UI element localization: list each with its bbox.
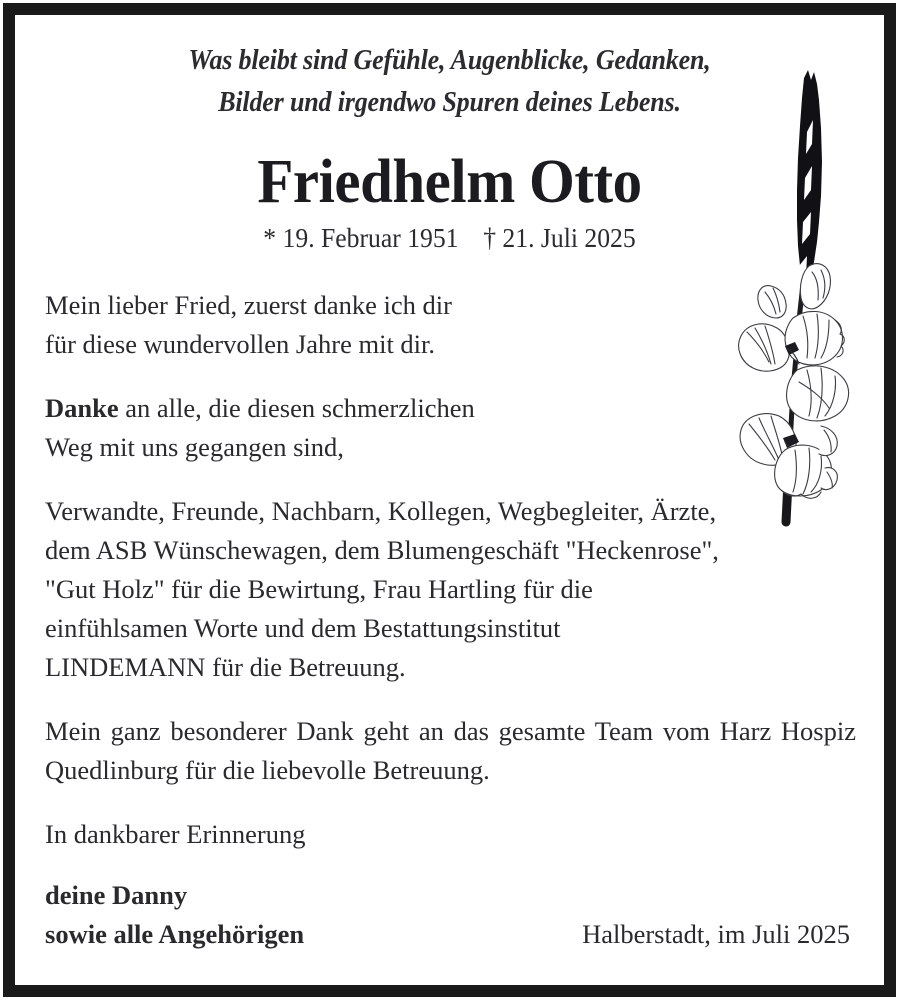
paragraph2-rest: an alle, die diesen schmerzlichen	[118, 393, 475, 423]
quote-line-1: Was bleibt sind Gefühle, Augenblicke, Gedanken,	[188, 45, 711, 76]
paragraph3-line-3: "Gut Holz" für die Bewirtung, Frau Hartling für die	[45, 574, 593, 604]
place-and-date: Halberstadt, im Juli 2025	[582, 919, 850, 949]
deceased-name: Friedhelm Otto	[257, 148, 642, 216]
death-date: † 21. Juli 2025	[483, 223, 636, 253]
signature-bottom-row	[45, 915, 856, 954]
signature-block	[45, 876, 856, 954]
paragraph2-line-1	[45, 389, 735, 428]
mourning-border-frame	[3, 3, 896, 997]
life-dates	[37, 220, 863, 256]
closing-line: In dankbarer Erinnerung	[45, 819, 306, 849]
paragraph3-line-4: einfühlsamen Worte und dem Bestattungsinstitut	[45, 613, 561, 643]
notice-body	[15, 286, 884, 954]
signature-line-2: sowie alle Angehörigen	[45, 919, 305, 949]
danke-bold-word: Danke	[45, 393, 119, 423]
signature-line-1: deine Danny	[45, 880, 188, 910]
memorial-quote	[45, 15, 853, 124]
birth-date: * 19. Februar 1951	[263, 223, 459, 253]
paragraph-thanks-list	[45, 492, 856, 687]
paragraph3-line-1: Verwandte, Freunde, Nachbarn, Kollegen, Wegbegleiter, Ärzte,	[45, 496, 717, 526]
paragraph-hospice-thanks: Mein ganz besonderer Dank geht an das gesamte Team vom Harz Hospiz Quedlinburg für die liebevolle Betreuung.	[45, 716, 856, 785]
notice-content	[15, 15, 884, 985]
paragraph3-line-2: dem ASB Wünschewagen, dem Blumengeschäft "Heckenrose",	[45, 535, 719, 565]
paragraph-danke	[45, 389, 735, 467]
paragraph2-line-2: Weg mit uns gegangen sind,	[45, 432, 344, 462]
paragraph1-line-1: Mein lieber Fried, zuerst danke ich dir	[45, 290, 452, 320]
paragraph1-line-2: für diese wundervollen Jahre mit dir.	[45, 329, 436, 359]
paragraph3-line-5: LINDEMANN für die Betreuung.	[45, 652, 406, 682]
paragraph-personal-thanks	[45, 286, 735, 364]
quote-line-2: Bilder und irgendwo Spuren deines Lebens.	[218, 87, 681, 118]
